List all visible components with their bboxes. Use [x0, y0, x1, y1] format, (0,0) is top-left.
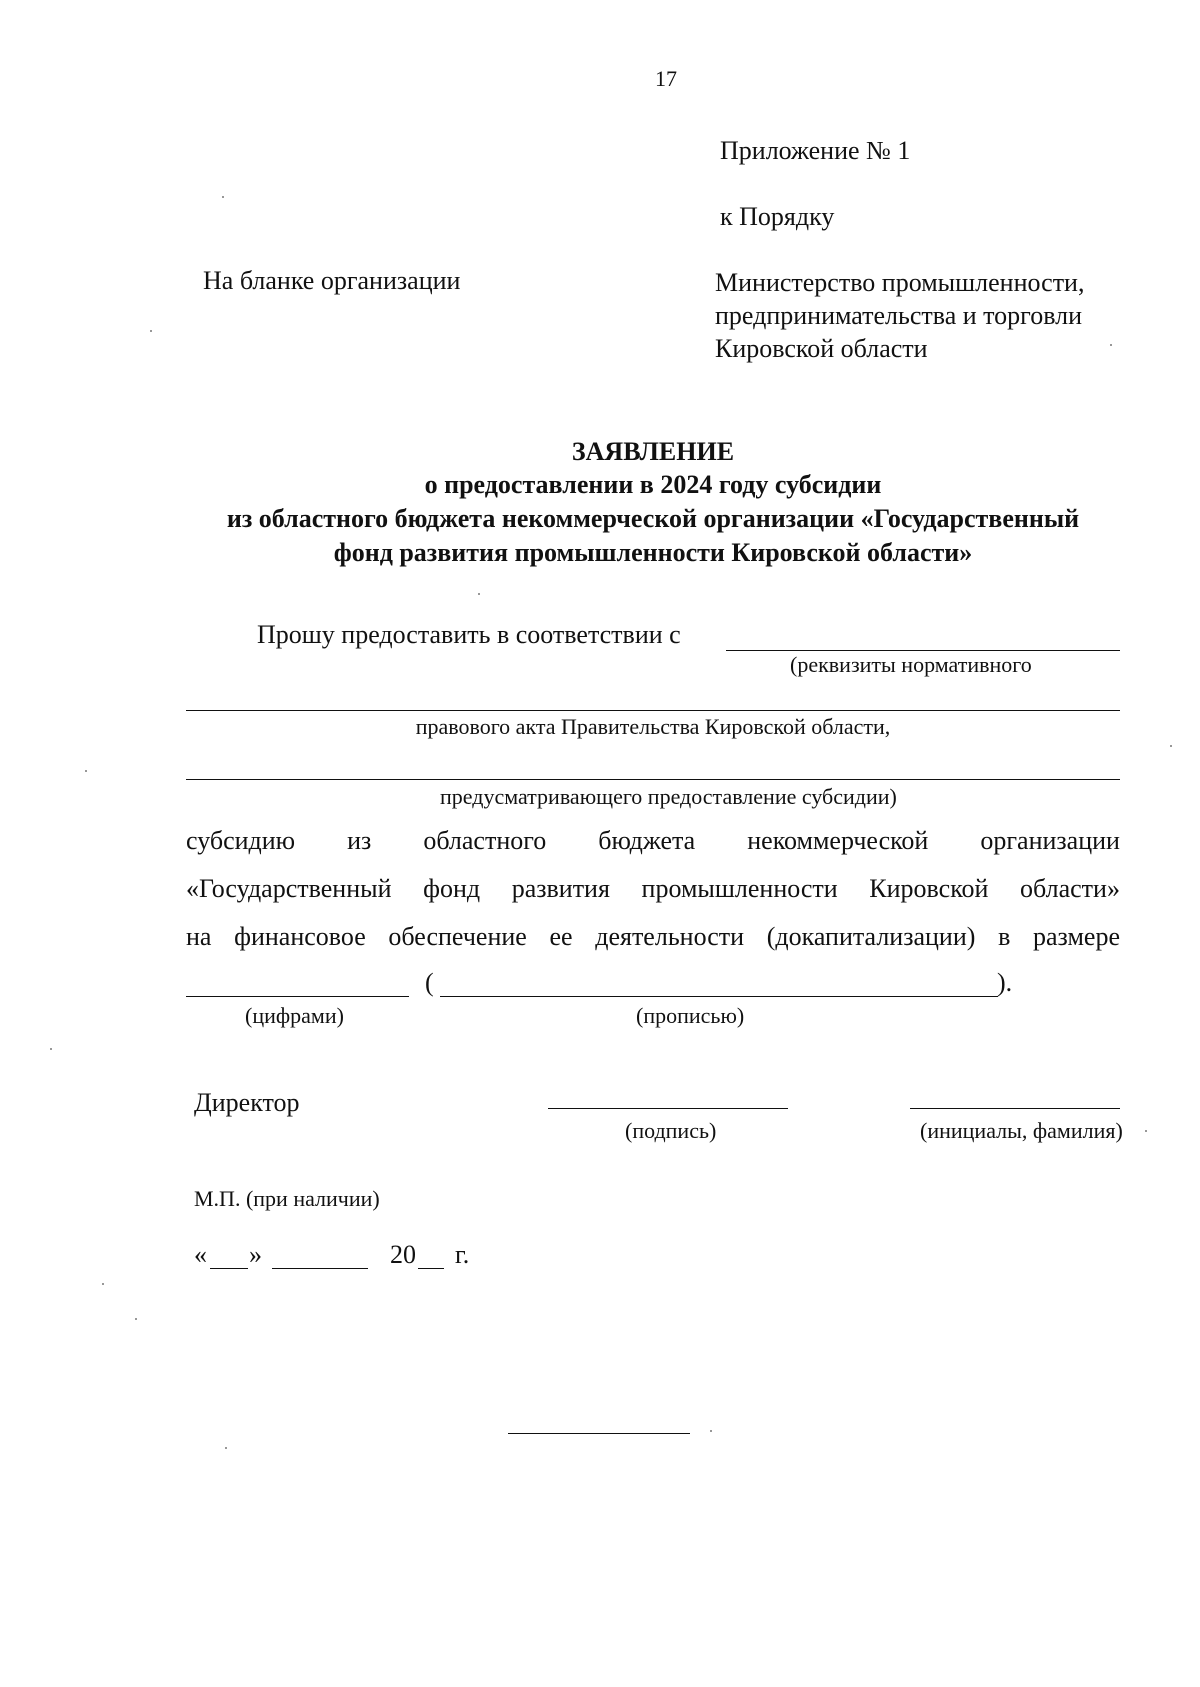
word: деятельности [595, 922, 745, 951]
scan-speck [1170, 745, 1172, 747]
signature-hint: (подпись) [625, 1118, 717, 1143]
scan-speck [135, 1318, 137, 1320]
word: фонд [423, 874, 481, 903]
order-reference: к Порядку [720, 202, 835, 231]
date-close-quote: » [249, 1240, 262, 1269]
addressee-line: Кировской области [715, 334, 928, 363]
closing-divider [508, 1433, 690, 1434]
word: обеспечение [388, 922, 527, 951]
date-open-quote: « [194, 1240, 207, 1269]
addressee-block [715, 266, 1084, 365]
request-text: Прошу предоставить в соответствии с [257, 620, 681, 649]
addressee-line: Министерство промышленности, [715, 268, 1085, 297]
scan-speck [85, 770, 87, 772]
name-field[interactable] [910, 1108, 1120, 1109]
date-year-field[interactable] [418, 1268, 444, 1269]
title-subline: из областного бюджета некоммерческой организации «Государственный [226, 504, 1080, 533]
act-details-field[interactable] [726, 650, 1120, 651]
open-paren: ( [425, 968, 434, 997]
field-hint: (реквизиты нормативного [790, 652, 1032, 677]
amount-digits-field[interactable] [186, 996, 409, 997]
scan-speck [222, 196, 224, 198]
word: «Государственный [186, 874, 392, 903]
scan-speck [50, 1048, 52, 1050]
scan-speck [478, 593, 480, 595]
year-suffix: г. [455, 1240, 470, 1269]
word: размере [1033, 922, 1120, 951]
title-subline: о предоставлении в 2024 году субсидии [424, 470, 882, 499]
word: Кировской [869, 874, 989, 903]
signature-field[interactable] [548, 1108, 788, 1109]
close-paren: ). [997, 968, 1013, 997]
addressee-line: предпринимательства и торговли [715, 301, 1083, 330]
digits-hint: (цифрами) [245, 1003, 344, 1028]
word: области» [1020, 874, 1120, 903]
appendix-label: Приложение № 1 [720, 136, 911, 165]
name-hint: (инициалы, фамилия) [920, 1118, 1123, 1143]
date-month-field[interactable] [272, 1268, 368, 1269]
word: субсидию [186, 826, 296, 855]
paragraph-line [186, 922, 1120, 952]
word: развития [511, 874, 610, 903]
director-label: Директор [194, 1088, 300, 1117]
amount-words-field[interactable] [440, 996, 998, 997]
scan-speck [710, 1430, 712, 1432]
act-details-field-3[interactable] [186, 779, 1120, 780]
year-prefix: 20 [390, 1240, 416, 1269]
scan-speck [1110, 344, 1112, 346]
scan-speck [102, 1283, 104, 1285]
word: некоммерческой [747, 826, 929, 855]
field-hint: предусматривающего предоставление субсидии) [440, 784, 897, 809]
word: промышленности [641, 874, 838, 903]
word: финансовое [234, 922, 366, 951]
paragraph-line [186, 874, 1120, 904]
word: областного [423, 826, 547, 855]
paragraph-line [186, 826, 1120, 856]
word: (докапитализации) [766, 922, 976, 951]
words-hint: (прописью) [636, 1003, 745, 1028]
word: организации [980, 826, 1120, 855]
act-details-field-2[interactable] [186, 710, 1120, 711]
page-number: 17 [655, 66, 677, 91]
document-title: ЗАЯВЛЕНИЕ [571, 437, 735, 466]
word: из [347, 826, 372, 855]
field-hint: правового акта Правительства Кировской области, [415, 714, 891, 739]
date-day-field[interactable] [210, 1268, 248, 1269]
title-subline: фонд развития промышленности Кировской области» [333, 538, 973, 567]
scan-speck [150, 330, 152, 332]
stamp-note: М.П. (при наличии) [194, 1186, 380, 1211]
word: ее [549, 922, 573, 951]
word: в [998, 922, 1011, 951]
scan-speck [1145, 1130, 1147, 1132]
word: бюджета [598, 826, 696, 855]
word: на [186, 922, 212, 951]
letterhead-note: На бланке организации [203, 266, 461, 295]
scan-speck [225, 1447, 227, 1449]
